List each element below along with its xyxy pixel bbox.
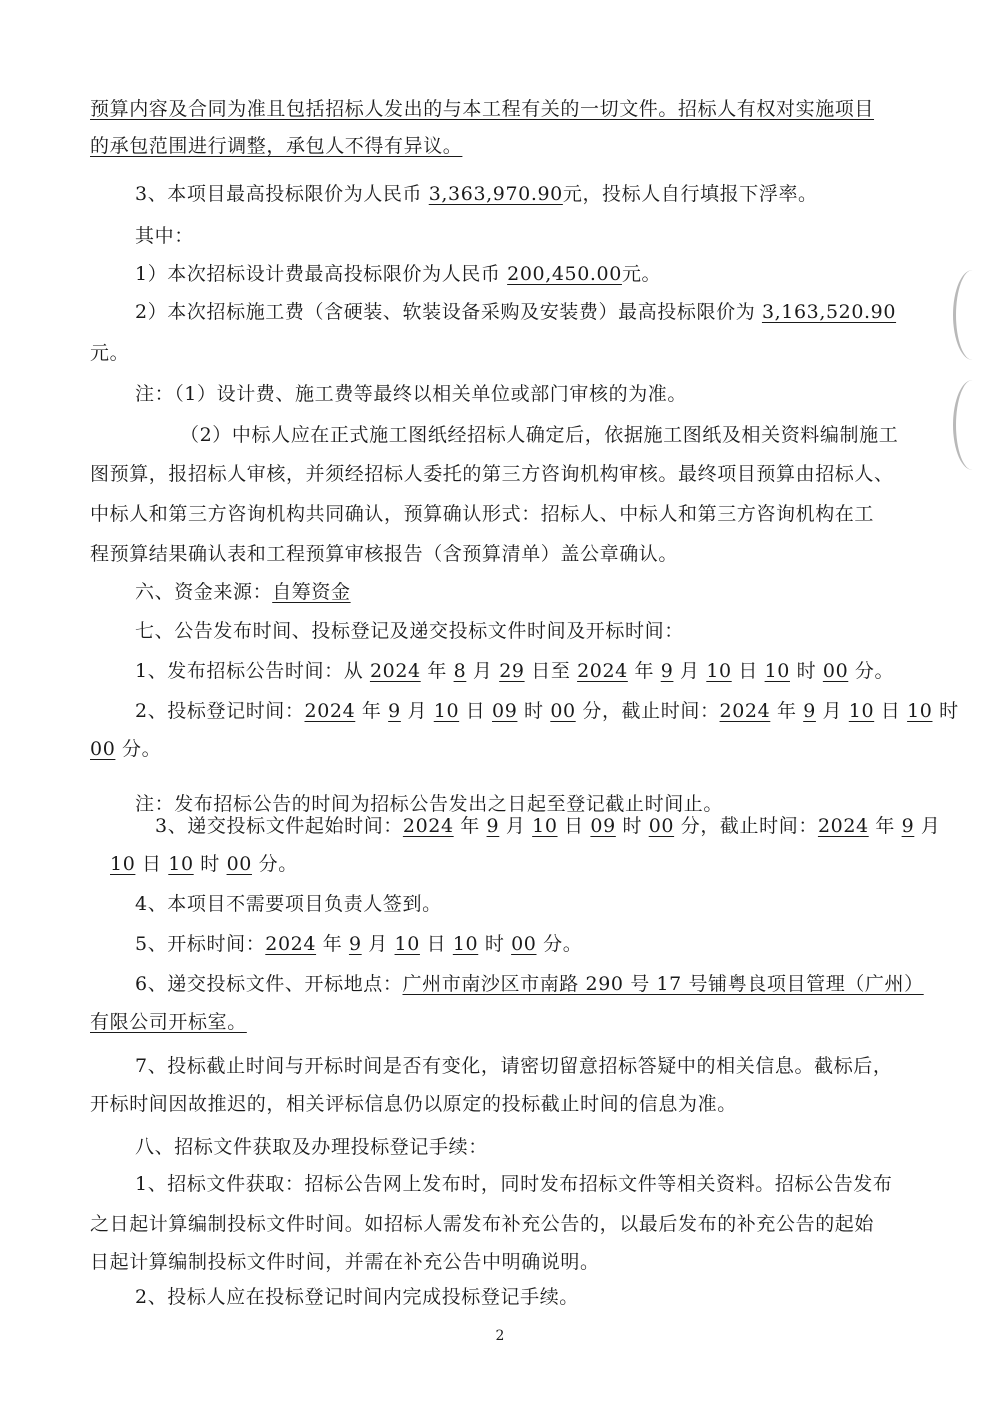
text-line	[90, 540, 678, 568]
text-line	[135, 380, 687, 408]
underlined-field: 8	[453, 660, 467, 682]
underlined-field: 00	[90, 738, 116, 760]
text-segment: 元。	[621, 263, 662, 285]
text-line	[135, 260, 661, 288]
text-line	[90, 1090, 737, 1118]
underlined-field: 9	[803, 700, 816, 722]
underlined-field: 10	[848, 700, 875, 722]
text-segment: 年	[453, 815, 487, 837]
underlined-field: 9	[486, 815, 500, 837]
text-segment: （2）中标人应在正式施工图纸经招标人确定后，依据施工图纸及相关资料编制施工	[180, 424, 899, 446]
underlined-field: 09	[590, 815, 616, 837]
underlined-field: 有限公司开标室。	[90, 1011, 247, 1033]
text-line	[90, 1008, 247, 1036]
underlined-field: 10	[110, 853, 136, 875]
text-segment: 月	[361, 933, 395, 955]
text-line	[90, 500, 874, 528]
underlined-field: 10	[907, 700, 933, 722]
text-segment: 年	[770, 700, 804, 722]
underlined-field: 10	[433, 700, 460, 722]
text-line	[110, 850, 298, 878]
underlined-field: 10	[706, 660, 732, 682]
text-segment: 七、公告发布时间、投标登记及递交投标文件时间及开标时间：	[135, 620, 684, 642]
text-line	[90, 460, 894, 488]
text-segment: 日	[557, 815, 591, 837]
underlined-field: 2024	[369, 660, 421, 682]
underlined-field: 自筹资金	[272, 581, 351, 603]
text-segment: 时	[478, 933, 512, 955]
text-segment: 时	[517, 700, 551, 722]
underlined-field: 29	[499, 660, 525, 682]
text-segment: 日	[874, 700, 908, 722]
text-segment: 5、开标时间：	[135, 933, 266, 955]
text-segment: 元，投标人自行填报下浮率。	[562, 183, 818, 205]
text-line	[135, 1283, 579, 1311]
text-line	[90, 339, 129, 367]
text-segment: 其中：	[135, 225, 194, 247]
text-line	[135, 1133, 488, 1161]
text-segment: 分，截止时间：	[674, 815, 818, 837]
underlined-field: 2024	[817, 815, 869, 837]
underlined-field: 10	[532, 815, 558, 837]
text-segment: 分，截止时间：	[575, 700, 720, 722]
text-segment: 年	[868, 815, 902, 837]
text-segment: 注：发布招标公告的时间为招标公告发出之日起至登记截止时间止。	[135, 793, 724, 815]
text-segment: 日起计算编制投标文件时间，并需在补充公告中明确说明。	[90, 1251, 600, 1273]
text-segment: 六、资金来源：	[135, 581, 273, 603]
text-segment: 中标人和第三方咨询机构共同确认，预算确认形式：招标人、中标人和第三方咨询机构在工	[90, 503, 875, 525]
text-line	[135, 1170, 893, 1198]
underlined-field: 200,450.00	[507, 263, 622, 285]
underlined-field: 9	[388, 700, 401, 722]
text-segment: 图预算，报招标人审核，并须经招标人委托的第三方咨询机构审核。最终项目预算由招标人、	[90, 463, 894, 485]
text-segment: 元。	[90, 342, 130, 364]
text-segment: 1、发布招标公告时间：从	[135, 660, 370, 682]
underlined-field: 00	[648, 815, 675, 837]
text-segment: 分。	[251, 853, 298, 875]
text-segment: 程预算结果确认表和工程预算审核报告（含预算清单）盖公章确认。	[90, 543, 679, 565]
text-segment: 分。	[536, 933, 583, 955]
text-line	[135, 1052, 893, 1080]
underlined-field: 广州市南沙区市南路 290 号 17 号铺粤良项目管理（广州）	[402, 973, 924, 995]
text-line	[155, 812, 941, 840]
text-segment: 年	[355, 700, 389, 722]
text-segment: 时	[193, 853, 227, 875]
underlined-field: 3,163,520.90	[761, 301, 897, 323]
text-segment: 日	[135, 853, 169, 875]
text-segment: 时	[932, 700, 959, 722]
text-segment: 日	[731, 660, 765, 682]
text-segment: 月	[400, 700, 434, 722]
text-segment: 2）本次招标施工费（含硬装、软装设备采购及安装费）最高投标限价为	[135, 301, 762, 323]
underlined-field: 10	[168, 853, 194, 875]
text-line	[135, 890, 442, 918]
underlined-field: 9	[660, 660, 674, 682]
text-segment: 3、递交投标文件起始时间：	[155, 815, 403, 837]
text-segment: 6、递交投标文件、开标地点：	[135, 973, 403, 995]
underlined-field: 2024	[577, 660, 628, 682]
text-segment: 时	[789, 660, 823, 682]
text-line	[90, 95, 874, 123]
text-segment: 注：（1）设计费、施工费等最终以相关单位或部门审核的为准。	[135, 383, 687, 405]
underlined-field: 3,363,970.90	[428, 183, 563, 205]
text-segment: 1、招标文件获取：招标公告网上发布时，同时发布招标文件等相关资料。招标公告发布	[135, 1173, 893, 1195]
text-line	[135, 298, 896, 326]
underlined-field: 9	[901, 815, 915, 837]
text-segment: 年	[316, 933, 349, 955]
text-segment: 2、投标登记时间：	[135, 700, 305, 722]
text-segment: 日	[419, 933, 453, 955]
text-line	[90, 1210, 874, 1238]
text-segment: 月	[499, 815, 533, 837]
underlined-field: 10	[394, 933, 420, 955]
seal-stamp-fragment	[953, 270, 992, 360]
text-segment: 7、投标截止时间与开标时间是否有变化，请密切留意招标答疑中的相关信息。截标后，	[135, 1055, 893, 1077]
text-line	[135, 657, 894, 685]
text-segment: 年	[420, 660, 454, 682]
text-segment: 年	[627, 660, 661, 682]
text-line	[135, 578, 351, 606]
underlined-field: 00	[822, 660, 849, 682]
text-line	[135, 617, 684, 645]
text-segment: 2、投标人应在投标登记时间内完成投标登记手续。	[135, 1286, 579, 1308]
text-segment: 月	[673, 660, 707, 682]
text-line	[180, 421, 898, 449]
underlined-field: 00	[550, 700, 576, 722]
page-number: 2	[495, 1328, 505, 1344]
underlined-field: 00	[226, 853, 252, 875]
text-segment: 月	[466, 660, 500, 682]
text-segment: 3、本项目最高投标限价为人民币	[135, 183, 429, 205]
text-segment: 4、本项目不需要项目负责人签到。	[135, 893, 442, 915]
text-line	[135, 697, 959, 725]
text-line	[90, 1248, 600, 1276]
text-line	[135, 970, 924, 998]
text-segment: 日	[459, 700, 493, 722]
text-segment: 时	[615, 815, 649, 837]
underlined-field: 00	[511, 933, 537, 955]
text-line	[90, 735, 161, 763]
text-segment: 之日起计算编制投标文件时间。如招标人需发布补充公告的，以最后发布的补充公告的起始	[90, 1213, 875, 1235]
underlined-field: 09	[492, 700, 518, 722]
text-segment: 开标时间因故推迟的，相关评标信息仍以原定的投标截止时间的信息为准。	[90, 1093, 737, 1115]
text-segment: 八、招标文件获取及办理投标登记手续：	[135, 1136, 488, 1158]
text-segment: 分。	[115, 738, 162, 760]
underlined-field: 10	[452, 933, 479, 955]
text-line	[135, 930, 582, 958]
underlined-field: 2024	[304, 700, 356, 722]
underlined-field: 的承包范围进行调整，承包人不得有异议。	[90, 135, 463, 157]
text-segment: 月	[914, 815, 941, 837]
text-segment: 月	[815, 700, 849, 722]
underlined-field: 10	[764, 660, 790, 682]
underlined-field: 2024	[402, 815, 454, 837]
text-line	[90, 132, 462, 160]
text-segment: 日至	[524, 660, 578, 682]
underlined-field: 2024	[719, 700, 771, 722]
underlined-field: 2024	[265, 933, 317, 955]
text-segment: 1）本次招标设计费最高投标限价为人民币	[135, 263, 508, 285]
underlined-field: 9	[348, 933, 362, 955]
text-line	[135, 180, 818, 208]
underlined-field: 预算内容及合同为准且包括招标人发出的与本工程有关的一切文件。招标人有权对实施项目	[90, 98, 875, 120]
text-line	[135, 222, 194, 250]
text-segment: 分。	[848, 660, 895, 682]
seal-stamp-fragment	[953, 380, 992, 470]
